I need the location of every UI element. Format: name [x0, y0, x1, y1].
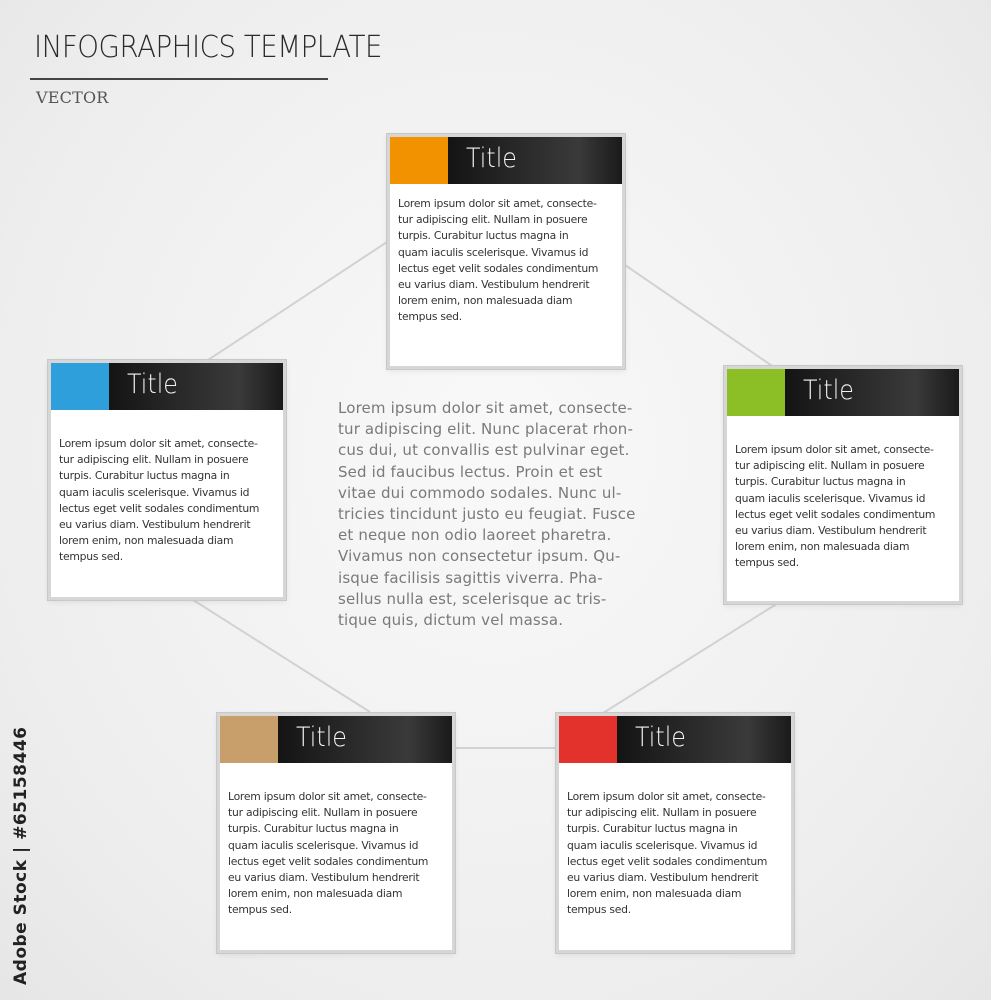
- card-body-line: lectus eget velit sodales condimentum: [228, 854, 429, 868]
- card-body-line: eu varius diam. Vestibulum hendrerit: [59, 518, 251, 532]
- card-body-line: tur adipiscing elit. Nullam in posuere: [567, 806, 757, 820]
- info-card-bottom-right: [556, 713, 794, 953]
- color-swatch: [390, 137, 448, 184]
- card-body-line: tempus sed.: [567, 903, 631, 917]
- card-body-line: eu varius diam. Vestibulum hendrerit: [228, 871, 420, 885]
- connector-top-right: [625, 265, 778, 370]
- color-swatch: [220, 716, 278, 763]
- card-body-line: Lorem ipsum dolor sit amet, consecte-: [59, 437, 258, 450]
- card-body: [398, 196, 614, 326]
- center-line: tricies tincidunt justo eu feugiat. Fusce: [338, 505, 636, 524]
- card-body-line: eu varius diam. Vestibulum hendrerit: [735, 524, 927, 538]
- info-card-left: [48, 360, 286, 600]
- card-body-line: tur adipiscing elit. Nullam in posuere: [735, 459, 925, 473]
- card-body-line: Lorem ipsum dolor sit amet, consecte-: [228, 790, 427, 803]
- card-body-line: tur adipiscing elit. Nullam in posuere: [59, 453, 249, 467]
- info-card-right: [724, 366, 962, 604]
- card-body-line: lectus eget velit sodales condimentum: [398, 261, 599, 275]
- center-line: sellus nulla est, scelerisque ac tris-: [338, 589, 607, 608]
- card-body-line: turpis. Curabitur luctus magna in: [228, 822, 399, 836]
- card-body-line: quam iaculis scelerisque. Vivamus id: [59, 485, 250, 499]
- center-line: cus dui, ut convallis est pulvinar eget.: [338, 441, 630, 460]
- card-body-line: lorem enim, non malesuada diam: [398, 294, 573, 308]
- card-title: Title: [127, 369, 178, 400]
- card-body-line: lorem enim, non malesuada diam: [59, 534, 234, 548]
- center-line: Sed id faucibus lectus. Proin et est: [338, 462, 603, 481]
- card-body-line: lorem enim, non malesuada diam: [228, 887, 403, 901]
- card-title-bar: [617, 716, 791, 763]
- card-body-line: lorem enim, non malesuada diam: [735, 540, 910, 554]
- card-header: [390, 137, 622, 184]
- card-title: Title: [635, 722, 686, 753]
- stock-id-label: Adobe Stock | #65158446: [11, 726, 31, 985]
- card-body-line: Lorem ipsum dolor sit amet, consecte-: [567, 790, 766, 803]
- card-body: [735, 442, 951, 572]
- info-card-bottom-left: [217, 713, 455, 953]
- card-body-line: eu varius diam. Vestibulum hendrerit: [567, 871, 759, 885]
- card-body-line: turpis. Curabitur luctus magna in: [735, 475, 906, 489]
- card-title: Title: [803, 375, 854, 406]
- card-body-line: tempus sed.: [398, 310, 462, 324]
- color-swatch: [559, 716, 617, 763]
- card-body: [567, 789, 783, 919]
- color-swatch: [727, 369, 785, 416]
- color-swatch: [51, 363, 109, 410]
- card-body-line: tur adipiscing elit. Nullam in posuere: [398, 213, 588, 227]
- card-header: [559, 716, 791, 763]
- card-header: [727, 369, 959, 416]
- card-body: [59, 436, 275, 566]
- center-paragraph: [338, 398, 678, 631]
- card-body-line: turpis. Curabitur luctus magna in: [567, 822, 738, 836]
- center-line: tur adipiscing elit. Nunc placerat rhon-: [338, 420, 634, 439]
- center-line: vitae dui commodo sodales. Nunc ul-: [338, 483, 622, 502]
- card-body-line: quam iaculis scelerisque. Vivamus id: [567, 838, 758, 852]
- card-body-line: tur adipiscing elit. Nullam in posuere: [228, 806, 418, 820]
- card-body-line: quam iaculis scelerisque. Vivamus id: [228, 838, 419, 852]
- card-body-line: lectus eget velit sodales condimentum: [567, 854, 768, 868]
- card-body-line: tempus sed.: [228, 903, 292, 917]
- card-header: [220, 716, 452, 763]
- page-subtitle: VECTOR: [36, 88, 109, 107]
- card-body-line: tempus sed.: [735, 556, 799, 570]
- center-line: isque facilisis sagittis viverra. Pha-: [338, 568, 603, 587]
- info-card-top: [387, 134, 625, 369]
- card-body-line: Lorem ipsum dolor sit amet, consecte-: [398, 197, 597, 210]
- page-title: INFOGRAPHICS TEMPLATE: [34, 30, 382, 65]
- center-line: et neque non odio laoreet pharetra.: [338, 526, 612, 545]
- card-title: Title: [466, 143, 517, 174]
- card-body-line: quam iaculis scelerisque. Vivamus id: [398, 245, 589, 259]
- card-body: [228, 789, 444, 919]
- center-line: Lorem ipsum dolor sit amet, consecte-: [338, 399, 633, 417]
- card-title-bar: [109, 363, 283, 410]
- card-body-line: lectus eget velit sodales condimentum: [735, 507, 936, 521]
- card-body-line: turpis. Curabitur luctus magna in: [398, 229, 569, 243]
- card-body-line: lectus eget velit sodales condimentum: [59, 501, 260, 515]
- card-title: Title: [296, 722, 347, 753]
- center-line: tique quis, dictum vel massa.: [338, 611, 564, 630]
- card-body-line: lorem enim, non malesuada diam: [567, 887, 742, 901]
- card-title-bar: [448, 137, 622, 184]
- card-body-line: quam iaculis scelerisque. Vivamus id: [735, 491, 926, 505]
- card-body-line: tempus sed.: [59, 550, 123, 564]
- center-line: Vivamus non consectetur ipsum. Qu-: [338, 547, 621, 566]
- card-body-line: eu varius diam. Vestibulum hendrerit: [398, 278, 590, 292]
- connector-top-left: [205, 240, 390, 362]
- card-header: [51, 363, 283, 410]
- card-title-bar: [278, 716, 452, 763]
- card-body-line: Lorem ipsum dolor sit amet, consecte-: [735, 443, 934, 456]
- card-title-bar: [785, 369, 959, 416]
- card-body-line: turpis. Curabitur luctus magna in: [59, 469, 230, 483]
